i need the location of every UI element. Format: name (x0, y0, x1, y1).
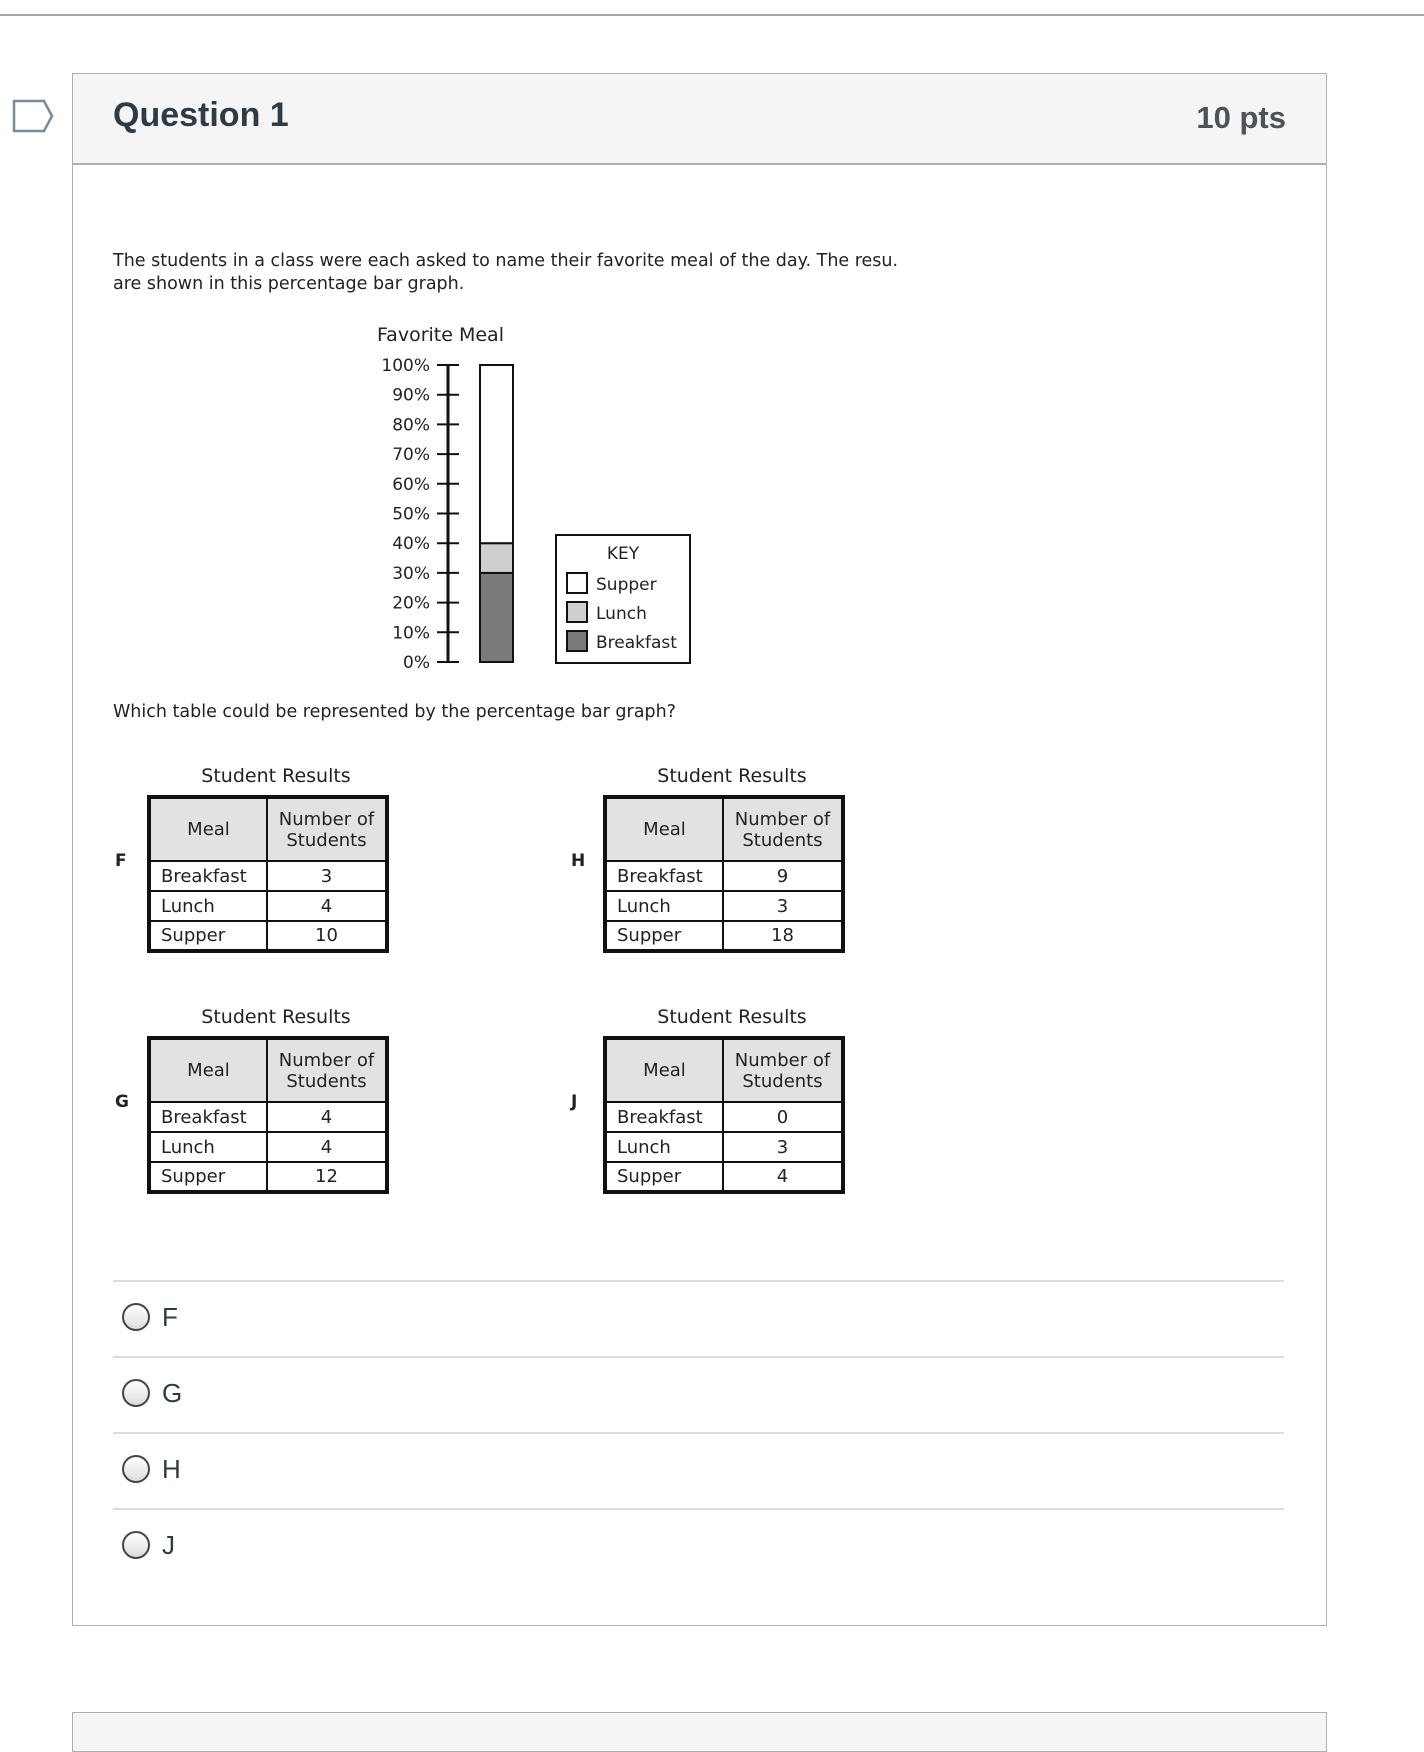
header-meal: Meal (605, 1038, 723, 1102)
y-tick-label: 20% (392, 593, 430, 614)
table-letter: H (571, 851, 586, 871)
header-number: Number of Students (267, 1038, 387, 1102)
chart-title: Favorite Meal (377, 324, 504, 346)
table-title: Student Results (657, 765, 807, 787)
table-row (605, 921, 843, 951)
radio-button[interactable] (122, 1455, 150, 1483)
question-header (73, 74, 1326, 165)
prompt-line-1: The students in a class were each asked to name their favorite meal of the day. The resu. (113, 251, 899, 271)
meal-cell: Supper (605, 1162, 723, 1192)
bar-segment-supper (480, 365, 513, 543)
meal-cell: Breakfast (149, 861, 267, 891)
option-label: F (162, 1301, 178, 1332)
y-tick-label: 60% (392, 474, 430, 495)
table-row (149, 1132, 387, 1162)
table-title: Student Results (201, 765, 351, 787)
table-row (605, 1132, 843, 1162)
count-cell: 3 (723, 1132, 843, 1162)
header-meal: Meal (149, 1038, 267, 1102)
y-tick-label: 50% (392, 504, 430, 525)
header-number: Number of Students (723, 797, 843, 861)
table-header-row (149, 1038, 387, 1102)
meal-cell: Supper (149, 1162, 267, 1192)
table-row (605, 861, 843, 891)
y-tick-label: 80% (392, 415, 430, 436)
legend-title: KEY (606, 544, 640, 564)
divider (113, 1432, 1284, 1434)
header-meal: Meal (605, 797, 723, 861)
count-cell: 4 (267, 891, 387, 921)
table-row (149, 1102, 387, 1132)
radio-button[interactable] (122, 1531, 150, 1559)
table-header-row (605, 1038, 843, 1102)
results-table (147, 795, 389, 953)
count-cell: 12 (267, 1162, 387, 1192)
top-divider (0, 14, 1424, 16)
table-title: Student Results (201, 1006, 351, 1028)
legend-swatch-lunch (567, 602, 587, 622)
meal-cell: Breakfast (605, 861, 723, 891)
results-table (603, 795, 845, 953)
y-tick-label: 70% (392, 445, 430, 466)
bar-segment-breakfast (480, 573, 513, 662)
count-cell: 10 (267, 921, 387, 951)
next-question-card (72, 1712, 1327, 1752)
results-table (147, 1036, 389, 1194)
count-cell: 18 (723, 921, 843, 951)
count-cell: 0 (723, 1102, 843, 1132)
legend-label: Breakfast (596, 633, 677, 653)
table-row (149, 891, 387, 921)
option-label: J (162, 1529, 175, 1560)
legend-label: Lunch (596, 604, 647, 624)
table-row (149, 861, 387, 891)
y-tick-label: 10% (392, 623, 430, 644)
meal-cell: Supper (605, 921, 723, 951)
option-label: H (162, 1453, 181, 1484)
divider (113, 1356, 1284, 1358)
bar-segment-lunch (480, 543, 513, 573)
meal-cell: Lunch (149, 891, 267, 921)
count-cell: 3 (723, 891, 843, 921)
y-tick-label: 0% (403, 653, 430, 673)
table-letter: G (115, 1092, 129, 1112)
table-row (605, 1162, 843, 1192)
question-text: Which table could be represented by the percentage bar graph? (113, 702, 676, 722)
table-row (149, 921, 387, 951)
table-row (605, 891, 843, 921)
answer-option-f[interactable] (122, 1297, 178, 1337)
y-tick-label: 30% (392, 563, 430, 584)
header-meal: Meal (149, 797, 267, 861)
table-header-row (605, 797, 843, 861)
bookmark-flag-icon[interactable] (12, 99, 54, 133)
header-number: Number of Students (723, 1038, 843, 1102)
count-cell: 3 (267, 861, 387, 891)
answer-option-j[interactable] (122, 1525, 175, 1565)
radio-button[interactable] (122, 1303, 150, 1331)
count-cell: 4 (723, 1162, 843, 1192)
table-row (149, 1162, 387, 1192)
radio-button[interactable] (122, 1379, 150, 1407)
divider (113, 1280, 1284, 1282)
divider (113, 1508, 1284, 1510)
y-tick-label: 40% (392, 534, 430, 555)
y-tick-label: 90% (392, 385, 430, 406)
table-row (605, 1102, 843, 1132)
y-tick-label: 100% (381, 356, 430, 376)
prompt-line-2: are shown in this percentage bar graph. (113, 274, 465, 294)
meal-cell: Breakfast (605, 1102, 723, 1132)
percentage-bar-chart (360, 315, 710, 675)
count-cell: 4 (267, 1132, 387, 1162)
question-title: Question 1 (113, 96, 289, 134)
legend-swatch-breakfast (567, 631, 587, 651)
option-label: G (162, 1377, 183, 1408)
question-points: 10 pts (1196, 100, 1286, 135)
count-cell: 4 (267, 1102, 387, 1132)
header-number: Number of Students (267, 797, 387, 861)
answer-option-h[interactable] (122, 1449, 181, 1489)
meal-cell: Breakfast (149, 1102, 267, 1132)
table-letter: J (571, 1092, 578, 1112)
meal-cell: Supper (149, 921, 267, 951)
legend-swatch-supper (567, 573, 587, 593)
answer-option-g[interactable] (122, 1373, 182, 1413)
table-title: Student Results (657, 1006, 807, 1028)
results-table (603, 1036, 845, 1194)
meal-cell: Lunch (605, 891, 723, 921)
legend-label: Supper (596, 575, 657, 595)
count-cell: 9 (723, 861, 843, 891)
meal-cell: Lunch (605, 1132, 723, 1162)
meal-cell: Lunch (149, 1132, 267, 1162)
table-letter: F (115, 851, 127, 871)
table-header-row (149, 797, 387, 861)
